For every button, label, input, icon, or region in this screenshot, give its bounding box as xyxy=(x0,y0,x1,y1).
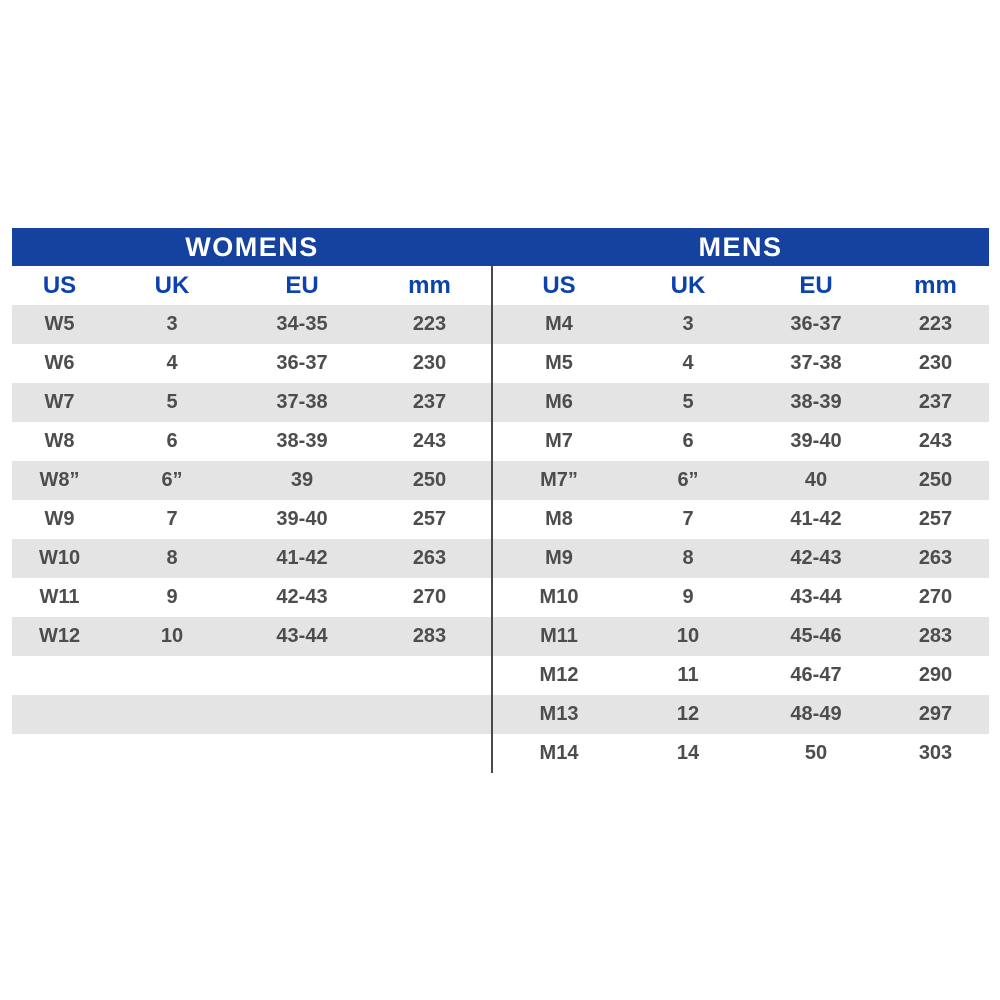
mens-uk-column-header: UK xyxy=(670,272,706,299)
size-cell: W11 xyxy=(39,586,80,608)
size-cell: 283 xyxy=(412,625,447,647)
size-cell: 3 xyxy=(682,313,694,335)
size-cell: 257 xyxy=(412,508,447,530)
size-cell: 263 xyxy=(918,547,953,569)
size-cell: 5 xyxy=(682,391,694,413)
table-row xyxy=(12,578,989,617)
size-cell: 41-42 xyxy=(276,547,328,569)
size-cell: 39 xyxy=(290,469,314,491)
table-row xyxy=(12,305,989,344)
size-cell xyxy=(237,656,367,695)
size-cell: 42-43 xyxy=(276,586,328,608)
size-cell xyxy=(107,695,237,734)
size-cell: 4 xyxy=(166,352,178,374)
size-cell: M9 xyxy=(545,547,573,569)
size-cell: 230 xyxy=(412,352,447,374)
size-cell: 3 xyxy=(166,313,178,335)
size-cell: M8 xyxy=(545,508,573,530)
mens-mm-column-header: mm xyxy=(914,272,957,299)
size-cell: 297 xyxy=(918,703,953,725)
size-cell: 8 xyxy=(682,547,694,569)
size-cell xyxy=(12,656,107,695)
size-cell: 6 xyxy=(682,430,694,452)
table-row xyxy=(12,344,989,383)
size-cell xyxy=(367,734,492,773)
size-cell: 6” xyxy=(677,469,699,491)
size-cell: 237 xyxy=(918,391,953,413)
size-cell: 41-42 xyxy=(790,508,842,530)
size-cell: 37-38 xyxy=(790,352,842,374)
size-cell: 14 xyxy=(676,742,700,764)
table-row xyxy=(12,695,989,734)
table-row xyxy=(12,734,989,773)
size-cell: 7 xyxy=(682,508,694,530)
size-cell: M13 xyxy=(539,703,579,725)
size-cell: W6 xyxy=(44,352,75,374)
size-cell: W12 xyxy=(38,625,81,647)
size-cell xyxy=(107,734,237,773)
size-cell xyxy=(12,695,107,734)
size-cell: 39-40 xyxy=(276,508,328,530)
size-cell: 6 xyxy=(166,430,178,452)
size-cell: M14 xyxy=(539,742,579,764)
column-header-row xyxy=(12,266,989,305)
size-cell xyxy=(367,656,492,695)
size-cell: W8 xyxy=(44,430,75,452)
size-cell: 12 xyxy=(676,703,700,725)
size-cell: M12 xyxy=(539,664,579,686)
size-cell: W5 xyxy=(44,313,75,335)
size-cell: 6” xyxy=(161,469,183,491)
size-cell: W8” xyxy=(39,469,80,491)
size-cell: M10 xyxy=(539,586,579,608)
table-row xyxy=(12,500,989,539)
size-cell xyxy=(367,695,492,734)
table-row xyxy=(12,461,989,500)
mens-section-title: MENS xyxy=(698,232,783,262)
womens-section-title: WOMENS xyxy=(185,232,319,262)
size-cell xyxy=(237,734,367,773)
size-cell: 250 xyxy=(918,469,953,491)
size-cell: 243 xyxy=(918,430,953,452)
size-cell: M6 xyxy=(545,391,573,413)
size-cell: M7” xyxy=(540,469,578,491)
size-cell: 270 xyxy=(918,586,953,608)
size-cell: 39-40 xyxy=(790,430,842,452)
size-cell: M11 xyxy=(540,625,578,647)
size-cell: 8 xyxy=(166,547,178,569)
womens-eu-column-header: EU xyxy=(285,272,319,299)
size-cell xyxy=(107,656,237,695)
size-cell: 223 xyxy=(918,313,953,335)
mens-us-column-header: US xyxy=(542,272,576,299)
size-cell: 4 xyxy=(682,352,694,374)
size-cell: 43-44 xyxy=(790,586,842,608)
size-cell: W10 xyxy=(38,547,81,569)
title-bar xyxy=(12,228,989,266)
womens-uk-column-header: UK xyxy=(154,272,190,299)
table-row xyxy=(12,617,989,656)
size-cell: 48-49 xyxy=(790,703,842,725)
table-row xyxy=(12,656,989,695)
size-cell: 38-39 xyxy=(276,430,328,452)
size-cell: 36-37 xyxy=(790,313,842,335)
size-cell: M4 xyxy=(545,313,573,335)
size-cell: W7 xyxy=(44,391,75,413)
size-cell: 7 xyxy=(166,508,178,530)
size-cell: 42-43 xyxy=(790,547,842,569)
size-cell: 223 xyxy=(412,313,447,335)
size-cell: 9 xyxy=(682,586,694,608)
size-cell: 230 xyxy=(918,352,953,374)
size-cell: 34-35 xyxy=(276,313,328,335)
size-conversion-chart xyxy=(12,228,989,773)
size-cell: 283 xyxy=(918,625,953,647)
size-cell: 9 xyxy=(166,586,178,608)
womens-us-column-header: US xyxy=(42,272,77,299)
size-cell: 10 xyxy=(160,625,184,647)
size-cell: 250 xyxy=(412,469,447,491)
size-cell xyxy=(237,695,367,734)
size-cell: 50 xyxy=(804,742,828,764)
size-cell: 263 xyxy=(412,547,447,569)
size-cell: 11 xyxy=(677,664,699,686)
table-row xyxy=(12,383,989,422)
size-cell: 290 xyxy=(918,664,953,686)
table-divider xyxy=(491,266,493,773)
size-cell: 237 xyxy=(412,391,447,413)
size-cell: 40 xyxy=(804,469,828,491)
size-cell: W9 xyxy=(44,508,75,530)
size-cell: 303 xyxy=(918,742,953,764)
size-cell: M5 xyxy=(545,352,573,374)
size-cell: 243 xyxy=(412,430,447,452)
size-cell: 270 xyxy=(412,586,447,608)
size-cell: M7 xyxy=(545,430,573,452)
size-cell: 37-38 xyxy=(276,391,328,413)
size-cell: 257 xyxy=(918,508,953,530)
size-cell: 38-39 xyxy=(790,391,842,413)
size-cell: 10 xyxy=(676,625,700,647)
size-cell: 36-37 xyxy=(276,352,328,374)
size-cell xyxy=(12,734,107,773)
size-cell: 43-44 xyxy=(276,625,328,647)
table-row xyxy=(12,539,989,578)
mens-eu-column-header: EU xyxy=(799,272,833,299)
table-row xyxy=(12,422,989,461)
table-rows xyxy=(12,305,989,773)
size-cell: 5 xyxy=(166,391,178,413)
womens-mm-column-header: mm xyxy=(408,272,451,299)
size-cell: 45-46 xyxy=(790,625,842,647)
size-cell: 46-47 xyxy=(790,664,842,686)
